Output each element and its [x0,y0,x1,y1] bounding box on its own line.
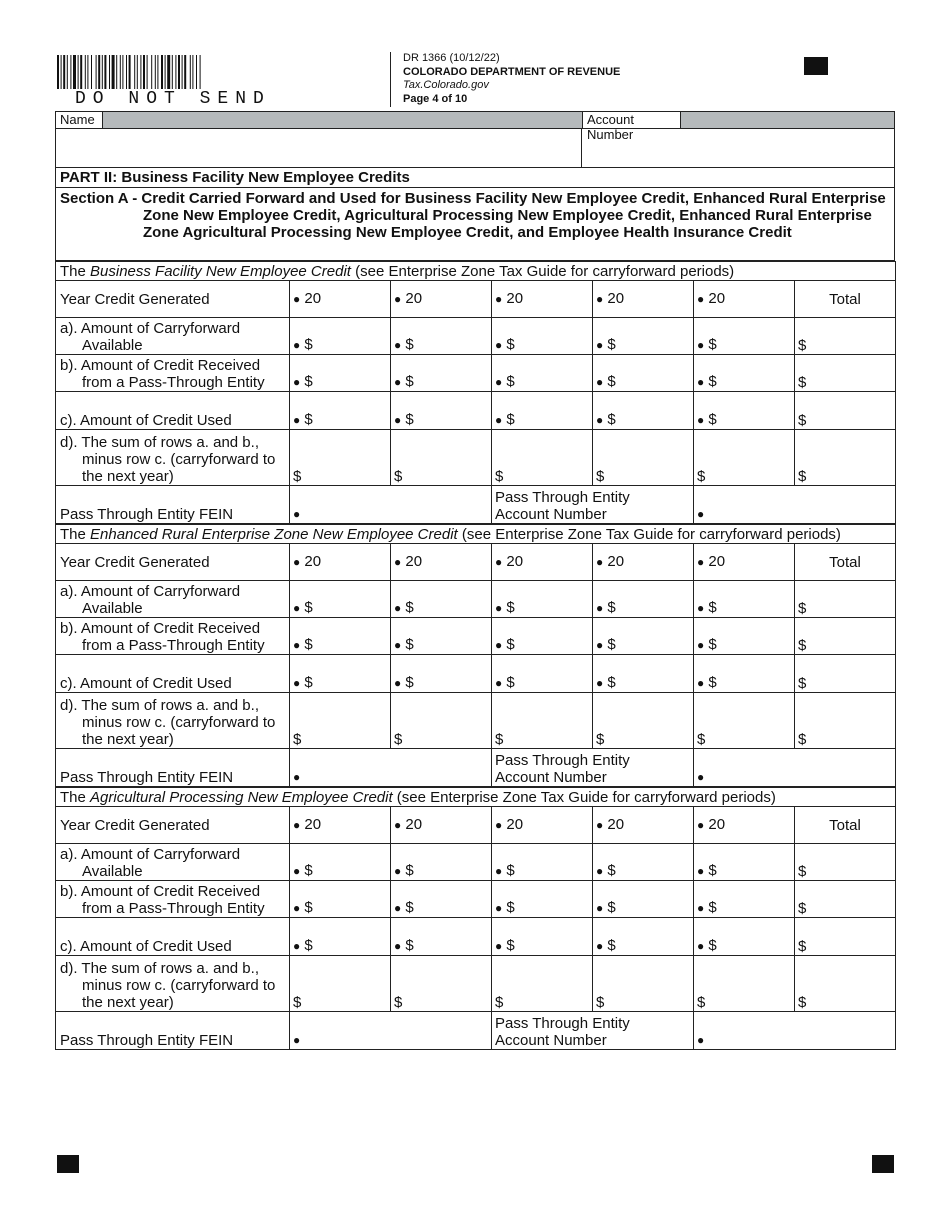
pass-through-account-label: Pass Through Entity Account Number [492,749,694,787]
entry-cell[interactable]: $ [391,693,492,749]
year-cell[interactable]: ● 20 [492,807,593,844]
entry-cell[interactable]: $ [795,618,896,655]
entry-cell[interactable]: ● $ [492,918,593,956]
entry-cell[interactable]: $ [290,430,391,486]
entry-cell[interactable]: ● $ [694,655,795,693]
entry-cell[interactable]: ● $ [290,881,391,918]
pass-through-account-input[interactable]: ● [694,486,896,524]
entry-cell[interactable]: ● $ [593,581,694,618]
entry-cell[interactable]: $ [795,430,896,486]
year-cell[interactable]: ● 20 [290,281,391,318]
credit-subheading: The Business Facility New Employee Credit (see Enterprise Zone Tax Guide for carryforward periods) [56,262,896,281]
credit-subheading: The Agricultural Processing New Employee Credit (see Enterprise Zone Tax Guide for carryforward periods) [56,788,896,807]
name-input-row [55,129,895,168]
entry-cell[interactable]: ● $ [391,392,492,430]
row-label-c: c). Amount of Credit Used [56,655,290,693]
row-label-fein: Pass Through Entity FEIN [56,486,290,524]
entry-cell[interactable]: ● $ [492,392,593,430]
entry-cell[interactable]: $ [391,956,492,1012]
row-label-c: c). Amount of Credit Used [56,392,290,430]
part-title: PART II: Business Facility New Employee Credits [55,168,895,188]
total-header: Total [795,807,896,844]
row-label-year: Year Credit Generated [56,544,290,581]
row-label-a: a). Amount of Carryforward Available [56,581,290,618]
entry-cell[interactable]: ● $ [492,844,593,881]
year-cell[interactable]: ● 20 [694,544,795,581]
entry-cell[interactable]: $ [694,430,795,486]
pass-through-account-label: Pass Through Entity Account Number [492,1012,694,1050]
entry-cell[interactable]: ● $ [391,618,492,655]
entry-cell[interactable]: ● $ [492,581,593,618]
entry-cell[interactable]: $ [795,581,896,618]
entry-cell[interactable]: ● $ [391,355,492,392]
entry-cell[interactable]: ● $ [694,581,795,618]
entry-cell[interactable]: ● $ [391,918,492,956]
entry-cell[interactable]: $ [593,693,694,749]
year-cell[interactable]: ● 20 [593,281,694,318]
year-cell[interactable]: ● 20 [694,807,795,844]
entry-cell[interactable]: ● $ [694,355,795,392]
entry-cell[interactable]: $ [795,844,896,881]
credit-table-2 [55,524,896,787]
name-header-bar [55,111,895,142]
row-label-a: a). Amount of Carryforward Available [56,844,290,881]
row-label-fein: Pass Through Entity FEIN [56,1012,290,1050]
entry-cell[interactable]: ● $ [391,581,492,618]
entry-cell[interactable]: ● $ [290,581,391,618]
entry-cell[interactable]: $ [694,693,795,749]
year-cell[interactable]: ● 20 [492,544,593,581]
entry-cell[interactable]: ● $ [593,618,694,655]
department-name: COLORADO DEPARTMENT OF REVENUE [403,65,621,78]
entry-cell[interactable]: $ [795,318,896,355]
entry-cell[interactable]: ● $ [391,655,492,693]
entry-cell[interactable]: ● $ [694,618,795,655]
year-cell[interactable]: ● 20 [593,544,694,581]
total-header: Total [795,281,896,318]
row-label-fein: Pass Through Entity FEIN [56,749,290,787]
row-label-year: Year Credit Generated [56,807,290,844]
credit-table-3 [55,787,896,1050]
name-field[interactable] [56,129,582,167]
credit-form [55,111,895,1050]
row-label-a: a). Amount of Carryforward Available [56,318,290,355]
credit-table-1 [55,261,896,524]
entry-cell[interactable]: $ [492,693,593,749]
credit-sections [55,261,895,1050]
pass-through-account-label: Pass Through Entity Account Number [492,486,694,524]
entry-cell[interactable]: ● $ [290,655,391,693]
form-number: DR 1366 (10/12/22) [403,52,500,64]
entry-cell[interactable]: ● $ [391,881,492,918]
year-cell[interactable]: ● 20 [290,807,391,844]
section-title: Section A - Credit Carried Forward and Used for Business Facility New Employee Credit, Enhanced Rural Enterprise Zone New Employee Credit, Agricultural Processing New Employee Credit, Enhanced Rural Enterprise Zone Agricultural Processing New Employee Credit, and Employee Health Insurance Credit [55,188,895,261]
entry-cell[interactable]: $ [290,956,391,1012]
entry-cell[interactable]: $ [593,430,694,486]
page-number: Page 4 of 10 [403,92,468,105]
entry-cell[interactable]: ● $ [290,618,391,655]
entry-cell[interactable]: ● $ [492,655,593,693]
year-cell[interactable]: ● 20 [492,281,593,318]
entry-cell[interactable]: $ [593,956,694,1012]
row-label-d: d). The sum of rows a. and b., minus row c. (carryforward to the next year) [56,693,290,749]
entry-cell[interactable]: ● $ [492,881,593,918]
entry-cell[interactable]: $ [694,956,795,1012]
year-cell[interactable]: ● 20 [391,544,492,581]
entry-cell[interactable]: ● $ [391,844,492,881]
entry-cell[interactable]: $ [795,655,896,693]
entry-cell[interactable]: ● $ [694,844,795,881]
entry-cell[interactable]: ● $ [492,318,593,355]
entry-cell[interactable]: $ [795,918,896,956]
entry-cell[interactable]: ● $ [694,918,795,956]
account-number-label: Account Number [582,112,681,128]
row-label-c: c). Amount of Credit Used [56,918,290,956]
year-cell[interactable]: ● 20 [593,807,694,844]
entry-cell[interactable]: ● $ [593,881,694,918]
row-label-b: b). Amount of Credit Received from a Pass-Through Entity [56,618,290,655]
entry-cell[interactable]: $ [795,881,896,918]
entry-cell[interactable]: ● $ [593,392,694,430]
entry-cell[interactable]: $ [795,693,896,749]
form-header [390,52,620,107]
registration-mark-bottom-right [872,1155,894,1173]
do-not-send-label: DO NOT SEND [75,89,271,109]
row-label-d: d). The sum of rows a. and b., minus row c. (carryforward to the next year) [56,956,290,1012]
row-label-b: b). Amount of Credit Received from a Pass-Through Entity [56,881,290,918]
website: Tax.Colorado.gov [403,79,489,91]
entry-cell[interactable]: ● $ [290,318,391,355]
fein-input[interactable]: ● [290,749,492,787]
entry-cell[interactable]: ● $ [290,918,391,956]
registration-mark-bottom-left [57,1155,79,1173]
account-number-field[interactable] [582,129,894,167]
entry-cell[interactable]: ● $ [593,355,694,392]
entry-cell[interactable]: ● $ [290,392,391,430]
entry-cell[interactable]: $ [391,430,492,486]
entry-cell[interactable]: ● $ [593,918,694,956]
fein-input[interactable]: ● [290,486,492,524]
row-label-d: d). The sum of rows a. and b., minus row c. (carryforward to the next year) [56,430,290,486]
entry-cell[interactable]: ● $ [290,355,391,392]
entry-cell[interactable]: $ [795,392,896,430]
row-label-b: b). Amount of Credit Received from a Pass-Through Entity [56,355,290,392]
entry-cell[interactable]: ● $ [492,618,593,655]
entry-cell[interactable]: $ [290,693,391,749]
total-header: Total [795,544,896,581]
entry-cell[interactable]: $ [795,956,896,1012]
entry-cell[interactable]: ● $ [694,318,795,355]
fein-input[interactable]: ● [290,1012,492,1050]
entry-cell[interactable]: ● $ [492,355,593,392]
credit-subheading: The Enhanced Rural Enterprise Zone New Employee Credit (see Enterprise Zone Tax Guide for carryforward periods) [56,525,896,544]
entry-cell[interactable]: ● $ [593,844,694,881]
entry-cell[interactable]: ● $ [593,318,694,355]
year-cell[interactable]: ● 20 [290,544,391,581]
year-cell[interactable]: ● 20 [391,807,492,844]
barcode [57,55,275,89]
entry-cell[interactable]: ● $ [694,392,795,430]
pass-through-account-input[interactable]: ● [694,749,896,787]
entry-cell[interactable]: $ [795,355,896,392]
pass-through-account-input[interactable]: ● [694,1012,896,1050]
entry-cell[interactable]: ● $ [593,655,694,693]
year-cell[interactable]: ● 20 [391,281,492,318]
row-label-year: Year Credit Generated [56,281,290,318]
entry-cell[interactable]: $ [492,430,593,486]
entry-cell[interactable]: ● $ [694,881,795,918]
entry-cell[interactable]: ● $ [391,318,492,355]
year-cell[interactable]: ● 20 [694,281,795,318]
entry-cell[interactable]: ● $ [290,844,391,881]
registration-mark-top-right [804,57,828,75]
entry-cell[interactable]: $ [492,956,593,1012]
name-label: Name [56,112,103,128]
